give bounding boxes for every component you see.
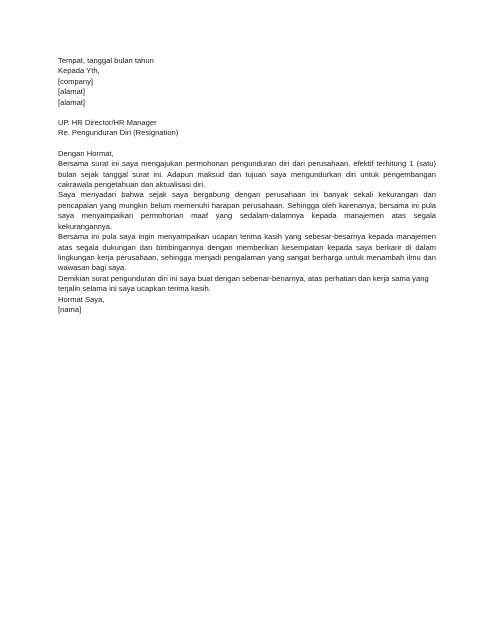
closing: Hormat Saya, <box>58 294 105 304</box>
recipient-address-line-2: [alamat] <box>58 97 86 107</box>
recipient-salutation: Kepada Yth, <box>58 66 100 76</box>
subject-line: Re. Pengunduran Diri (Resignation) <box>58 128 179 138</box>
recipient-address-line-1: [alamat] <box>58 87 86 97</box>
attention-line: UP. HR Director/HR Manager <box>58 118 157 128</box>
body-paragraph-4: Demikian surat pengunduran diri ini saya buat dengan sebenar-benarnya, atas perhatian dan kerja sama yang terjalin selama ini saya ucapkan terima kasih. <box>58 273 429 294</box>
recipient-block <box>58 66 436 108</box>
body-paragraph-1: Bersama surat ini saya mengajukan permohonan pengunduran diri dari perusahaan, efektif terhitung 1 (satu) bulan sejak tanggal surat ini. Adapun maksud dan tujuan saya mengundurkan diri untuk pengembangan cakrawala pengetahuan dan aktualisasi diri. <box>58 159 436 190</box>
body-paragraph-2: Saya menyadari bahwa sejak saya bergabung dengan perusahaan ini banyak sekali kekurangan dan pencapaian yang mungkin belum memenuhi harapan perusahaan. Sehingga oleh karenanya, bersama ini pula saya menyampaikan permohonan maaf yang sedalam-dalamnya kepada manajemen atas segala kekurangannya. <box>58 190 436 231</box>
resignation-letter <box>58 56 436 315</box>
body-paragraph-3: Bersama ini pula saya ingin menyampaikan ucapan terima kasih yang sebesar-besarnya kepada manajemen atas segala dukungan dan bimbingannya dengan memberikan kesempatan kepada saya berkarir di dalam lingkungan kerja perusahaan, sehingga menjadi pengalaman yang sangat berharga untuk menambah ilmu dan wawasan bagi saya. <box>58 232 436 273</box>
signer-name: [nama] <box>58 304 82 314</box>
greeting: Dengan Hormat, <box>58 148 114 158</box>
recipient-company: [company] <box>58 76 94 86</box>
place-date: Tempat, tanggal bulan tahun <box>58 56 154 65</box>
attention-block <box>58 118 436 139</box>
